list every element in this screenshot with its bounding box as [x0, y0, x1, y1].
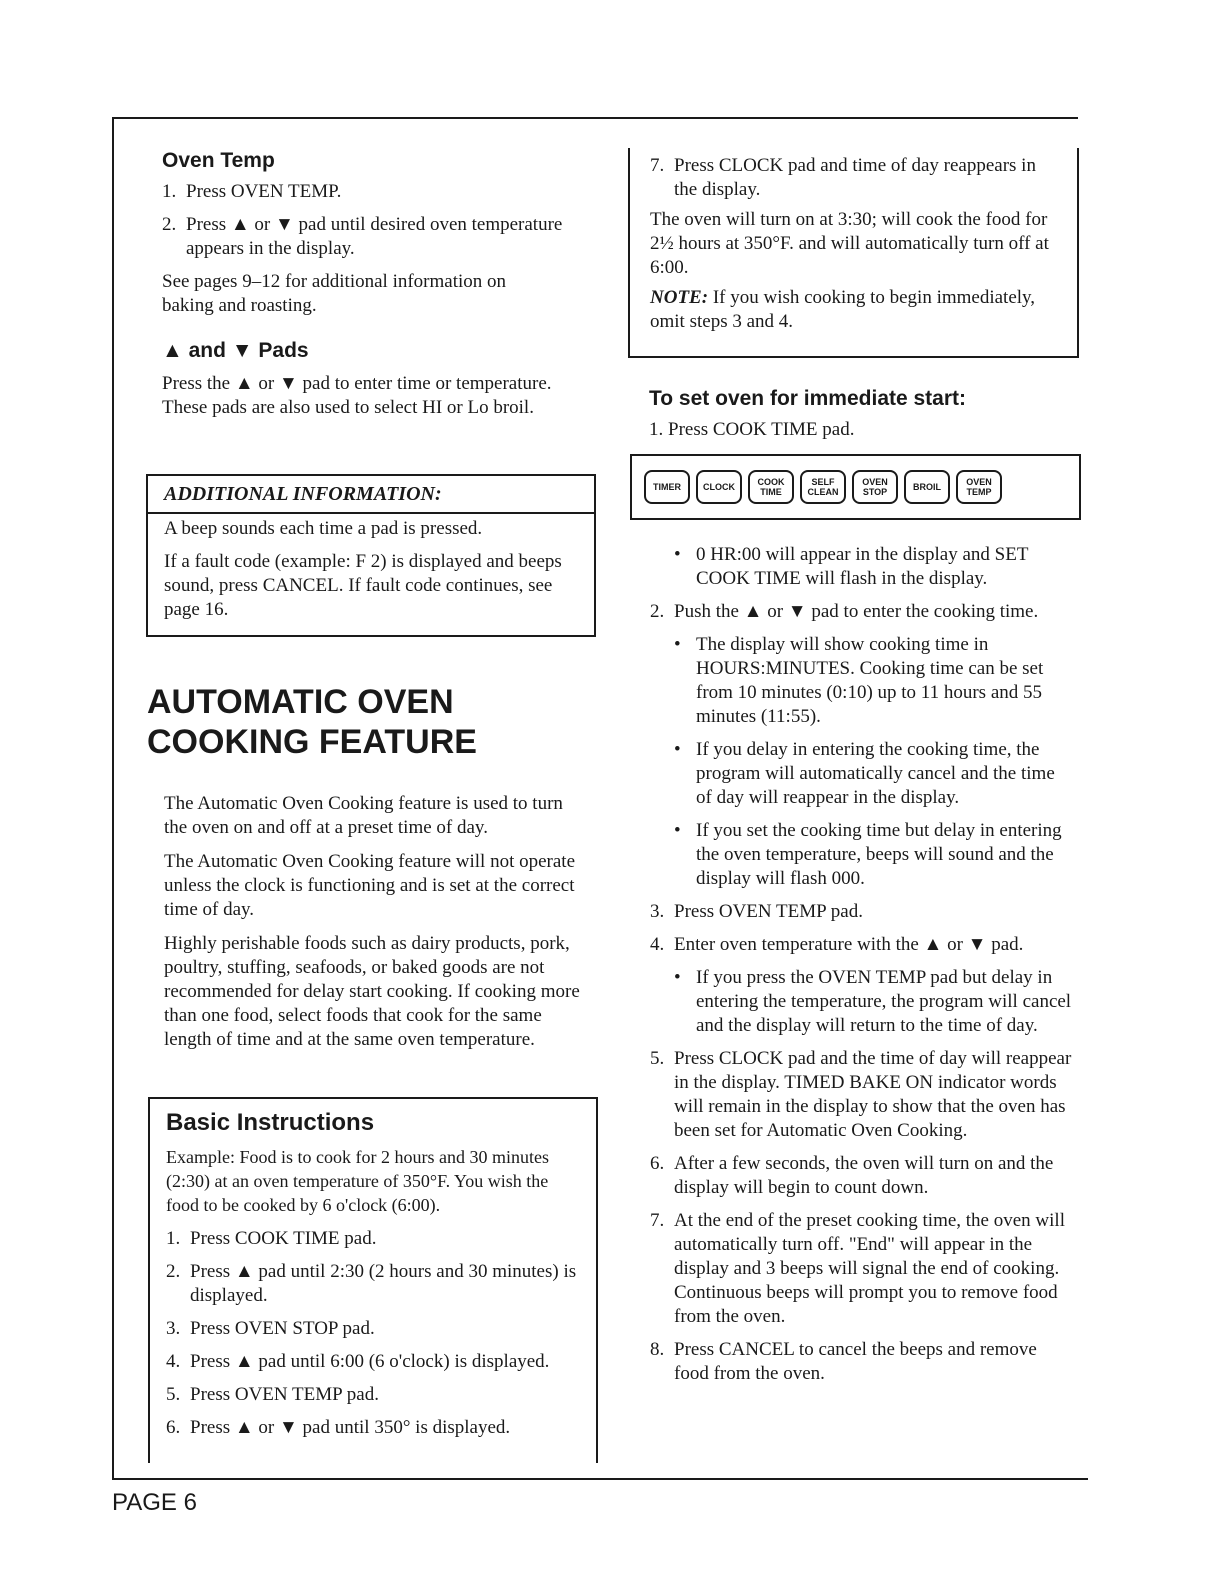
list-item: 1. Press COOK TIME pad.	[166, 1228, 377, 1249]
list-item: 7. At the end of the preset cooking time, the oven will automatically turn off. "End" will appear in the display and 3 beeps will signal the end of cooking. Continuous beeps will prompt you to remove food from the oven.	[650, 1210, 1065, 1327]
continued-p1: The oven will turn on at 3:30; will cook the food for 2½ hours at 350°F. and will automatically turn off at 6:00.	[650, 209, 1049, 278]
bullet-item: • If you press the OVEN TEMP pad but delay in entering the temperature, the program will cancel and the display will return to the time of day.	[674, 967, 1072, 1036]
basic-heading: Basic Instructions	[166, 1109, 375, 1136]
immediate-start-section	[649, 386, 1069, 442]
additional-info-box	[146, 474, 596, 637]
self-clean-pad[interactable]: SELF CLEAN	[800, 470, 846, 504]
list-item: 2. Push the ▲ or ▼ pad to enter the cooking time.	[650, 601, 1039, 622]
control-pad-panel	[630, 454, 1081, 520]
broil-pad[interactable]: BROIL	[904, 470, 950, 504]
list-item: 8. Press CANCEL to cancel the beeps and remove food from the oven.	[650, 1339, 1037, 1384]
list-item: 5. Press CLOCK pad and the time of day will reappear in the display. TIMED BAKE ON indicator words will remain in the display to show that the oven has been set for Automatic Oven Cooking.	[650, 1048, 1072, 1141]
timer-pad[interactable]: TIMER	[644, 470, 690, 504]
oven-temp-pad[interactable]: OVEN TEMP	[956, 470, 1002, 504]
feature-p2: The Automatic Oven Cooking feature will not operate unless the clock is functioning and is set at the correct time of day.	[164, 851, 576, 920]
page-number: PAGE 6	[112, 1489, 197, 1516]
basic-instructions-box	[148, 1097, 598, 1463]
clock-pad[interactable]: CLOCK	[696, 470, 742, 504]
feature-p1: The Automatic Oven Cooking feature is used to turn the oven on and off at a preset time of day.	[164, 793, 563, 838]
list-item: 4. Press ▲ pad until 6:00 (6 o'clock) is displayed.	[166, 1351, 550, 1372]
left-column	[162, 148, 592, 420]
feature-heading-line2: COOKING FEATURE	[147, 723, 477, 761]
top-rule	[112, 117, 1078, 119]
list-item: 2. Press ▲ pad until 2:30 (2 hours and 30 minutes) is displayed.	[166, 1261, 577, 1306]
bullet-item: • If you delay in entering the cooking time, the program will automatically cancel and the time of day will reappear in the display.	[674, 739, 1055, 808]
bullet-item: • If you set the cooking time but delay in entering the oven temperature, beeps will sound and the display will flash 000.	[674, 820, 1062, 889]
continued-note: NOTE: If you wish cooking to begin immediately, omit steps 3 and 4.	[650, 287, 1036, 332]
list-item: 2. Press ▲ or ▼ pad until desired oven temperature appears in the display.	[162, 214, 563, 259]
left-rule	[112, 117, 114, 1479]
feature-heading-line1: AUTOMATIC OVEN	[147, 683, 454, 721]
oven-temp-note: See pages 9–12 for additional information on baking and roasting.	[162, 271, 507, 316]
pads-heading: ▲ and ▼ Pads	[162, 339, 309, 362]
bottom-rule	[112, 1478, 1088, 1480]
list-item: 6. After a few seconds, the oven will turn on and the display will begin to count down.	[650, 1153, 1054, 1198]
additional-info-p2: If a fault code (example: F 2) is displayed and beeps sound, press CANCEL. If fault code continues, see page 16.	[164, 551, 562, 620]
immediate-heading: To set oven for immediate start:	[649, 387, 967, 410]
feature-section	[147, 682, 597, 1052]
oven-stop-pad[interactable]: OVEN STOP	[852, 470, 898, 504]
bullet-item: • The display will show cooking time in HOURS:MINUTES. Cooking time can be set from 10 minutes (0:10) up to 11 hours and 55 minutes (11:55).	[674, 634, 1044, 727]
list-item: 6. Press ▲ or ▼ pad until 350° is displayed.	[166, 1417, 511, 1438]
list-item: 3. Press OVEN STOP pad.	[166, 1318, 375, 1339]
immediate-steps	[650, 543, 1075, 1395]
oven-temp-heading: Oven Temp	[162, 149, 275, 172]
additional-info-heading: ADDITIONAL INFORMATION:	[164, 483, 442, 505]
list-item: 1. Press OVEN TEMP.	[162, 181, 342, 202]
list-item: 3. Press OVEN TEMP pad.	[650, 901, 863, 922]
feature-p3: Highly perishable foods such as dairy products, pork, poultry, stuffing, seafoods, or baked goods are not recommended for delay start cooking. If cooking more than one food, select foods that cook for the same length of time and at the same oven temperature.	[164, 933, 580, 1050]
additional-info-p1: A beep sounds each time a pad is pressed.	[164, 518, 483, 539]
continued-box	[628, 148, 1079, 358]
immediate-step1: 1. Press COOK TIME pad.	[649, 419, 855, 440]
basic-example: Example: Food is to cook for 2 hours and 30 minutes (2:30) at an oven temperature of 350°F. You wish the food to be cooked by 6 o'clock (6:00).	[166, 1147, 549, 1215]
bullet-item: • 0 HR:00 will appear in the display and SET COOK TIME will flash in the display.	[674, 544, 1029, 589]
pads-text: Press the ▲ or ▼ pad to enter time or temperature. These pads are also used to select HI or Lo broil.	[162, 373, 552, 418]
list-item: 5. Press OVEN TEMP pad.	[166, 1384, 379, 1405]
list-item: 7. Press CLOCK pad and time of day reappears in the display.	[650, 155, 1036, 200]
cook-time-pad[interactable]: COOK TIME	[748, 470, 794, 504]
list-item: 4. Enter oven temperature with the ▲ or ▼ pad.	[650, 934, 1024, 955]
